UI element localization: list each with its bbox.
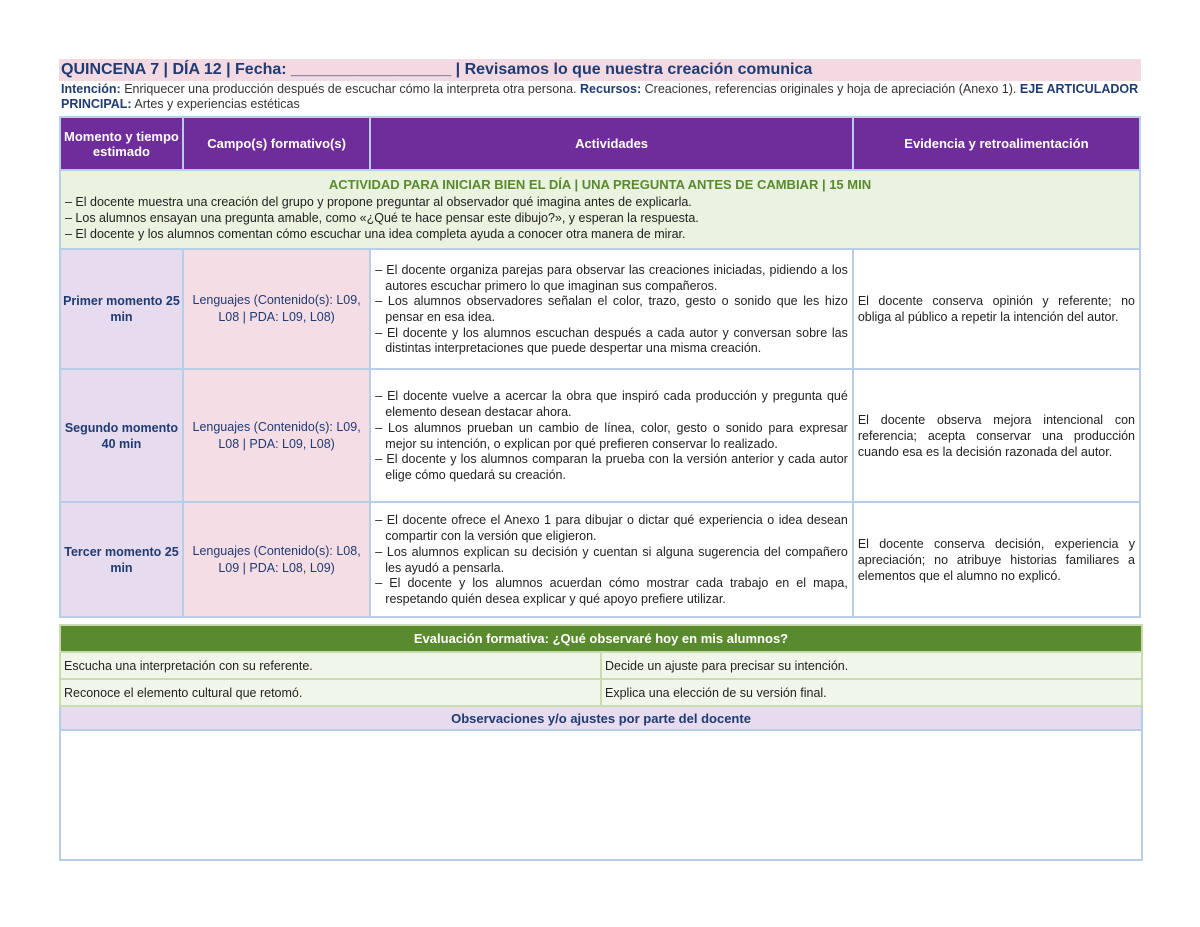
observations-body-row <box>60 730 1142 860</box>
table-row-second-moment <box>60 369 1140 502</box>
evaluation-title: Evaluación formativa: ¿Qué observaré hoy en mis alumnos? <box>60 625 1142 652</box>
axis-text: Artes y experiencias estéticas <box>131 97 300 111</box>
activity-item: – Los alumnos prueban un cambio de línea, color, gesto o sonido para expresar mejor su intención, o explican por qué prefieren conservar lo realizado. <box>375 420 848 451</box>
activity-item: – El docente y los alumnos escuchan después a cada autor y conversan sobre las distintas interpretaciones que puede despertar una misma creación. <box>375 325 848 356</box>
campo-cell: Lenguajes (Contenido(s): L09, L08 | PDA: L09, L08) <box>183 249 370 369</box>
activity-item: – El docente organiza parejas para observar las creaciones iniciadas, pidiendo a los autores escuchar primero lo que imaginan sus compañeros. <box>375 262 848 293</box>
header-moment: Momento y tiempo estimado <box>60 117 183 170</box>
moment-cell: Primer momento 25 min <box>60 249 183 369</box>
activities-cell <box>370 369 853 502</box>
observations-title: Observaciones y/o ajustes por parte del docente <box>60 706 1142 730</box>
observations-header-row <box>60 706 1142 730</box>
start-activity-cell <box>60 170 1140 249</box>
moment-cell: Segundo momento 40 min <box>60 369 183 502</box>
table-row-first-moment <box>60 249 1140 369</box>
intent-text: Enriquecer una producción después de escuchar cómo la interpreta otra persona. <box>120 82 581 96</box>
formative-evaluation-table <box>59 624 1143 861</box>
table-row-third-moment <box>60 502 1140 617</box>
evaluation-item: Explica una elección de su versión final. <box>601 679 1142 706</box>
table-header-row <box>60 117 1140 170</box>
evidence-cell: El docente observa mejora intencional con referencia; acepta conservar una producción cuando esa es la decisión razonada del autor. <box>853 369 1140 502</box>
intent-label: Intención: <box>61 82 121 96</box>
activities-cell <box>370 249 853 369</box>
evaluation-row <box>60 652 1142 679</box>
activities-cell <box>370 502 853 617</box>
activity-item: – Los alumnos explican su decisión y cuentan si alguna sugerencia del compañero les ayudó a pensarla. <box>375 544 848 575</box>
campo-cell: Lenguajes (Contenido(s): L08, L09 | PDA: L08, L09) <box>183 502 370 617</box>
evaluation-item: Escucha una interpretación con su referente. <box>60 652 601 679</box>
header-activities: Actividades <box>370 117 853 170</box>
activity-item: – El docente y los alumnos comparan la prueba con la versión anterior y cada autor elige cómo quedará su creación. <box>375 452 848 482</box>
resources-label: Recursos: <box>580 82 642 96</box>
resources-text: Creaciones, referencias originales y hoja de apreciación (Anexo 1). <box>641 82 1020 96</box>
start-activity-line: – El docente y los alumnos comentan cómo escuchar una idea completa ayuda a conocer otra manera de mirar. <box>65 227 686 241</box>
lesson-plan-page <box>59 59 1141 861</box>
campo-cell: Lenguajes (Contenido(s): L09, L08 | PDA: L09, L08) <box>183 369 370 502</box>
intent-paragraph <box>59 81 1141 112</box>
evidence-cell: El docente conserva decisión, experiencia y apreciación; no atribuye historias familiares a elementos que el alumno no explicó. <box>853 502 1140 617</box>
start-activity-row <box>60 170 1140 249</box>
evaluation-item: Decide un ajuste para precisar su intención. <box>601 652 1142 679</box>
activity-item: – El docente ofrece el Anexo 1 para dibujar o dictar qué experiencia o idea desean compartir con la versión que eligieron. <box>375 513 848 544</box>
page-title: QUINCENA 7 | DÍA 12 | Fecha: __________________ | Revisamos lo que nuestra creación comunica <box>59 59 1141 81</box>
header-evidence: Evidencia y retroalimentación <box>853 117 1140 170</box>
activity-item: – Los alumnos observadores señalan el color, trazo, gesto o sonido que les hizo pensar en esa idea. <box>375 294 848 324</box>
header-campo: Campo(s) formativo(s) <box>183 117 370 170</box>
axis-label: EJE ARTICULADOR PRINCIPAL: <box>61 82 1139 111</box>
start-activity-title: ACTIVIDAD PARA INICIAR BIEN EL DÍA | UNA PREGUNTA ANTES DE CAMBIAR | 15 MIN <box>328 177 872 192</box>
moment-cell: Tercer momento 25 min <box>60 502 183 617</box>
evaluation-item: Reconoce el elemento cultural que retomó. <box>60 679 601 706</box>
activities-table <box>59 116 1141 618</box>
evaluation-header-row <box>60 625 1142 652</box>
observations-field[interactable] <box>60 730 1142 860</box>
activity-item: – El docente y los alumnos acuerdan cómo mostrar cada trabajo en el mapa, respetando quién desea explicar y qué apoyo prefiere utilizar. <box>375 576 848 606</box>
start-activity-line: – Los alumnos ensayan una pregunta amable, como «¿Qué te hace pensar este dibujo?», y esperan la respuesta. <box>65 211 699 225</box>
activity-item: – El docente vuelve a acercar la obra que inspiró cada producción y pregunta qué elemento desean destacar ahora. <box>375 389 848 420</box>
evidence-cell: El docente conserva opinión y referente; no obliga al público a repetir la intención del autor. <box>853 249 1140 369</box>
start-activity-line: – El docente muestra una creación del grupo y propone preguntar al observador qué imagina antes de explicarla. <box>65 195 692 209</box>
evaluation-row <box>60 679 1142 706</box>
